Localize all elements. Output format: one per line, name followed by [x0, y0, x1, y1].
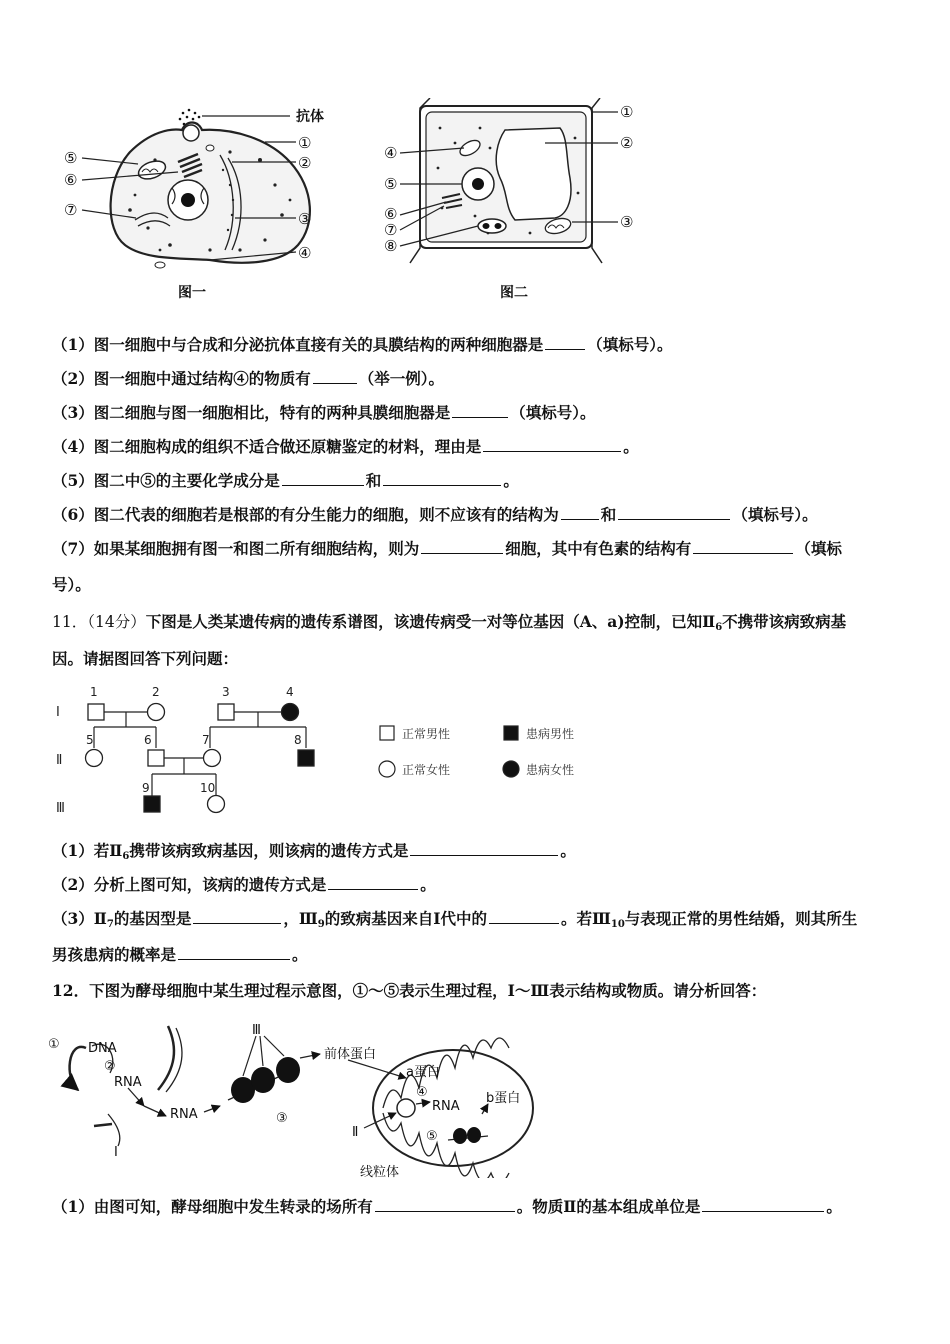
answer-blank[interactable] [178, 945, 290, 960]
q10-item-2: （2）图一细胞中通过结构④的物质有 （举一例）。 [52, 369, 445, 388]
q12-label-3: ③ [276, 1111, 288, 1126]
individual-number: 3 [222, 685, 230, 699]
legend-normal-female: 正常女性 [402, 763, 451, 777]
pedigree-chart [50, 682, 610, 822]
answer-blank[interactable] [193, 909, 281, 924]
individual-number: 6 [144, 733, 152, 747]
individual-number: 10 [200, 781, 216, 795]
answer-blank[interactable] [693, 539, 793, 554]
figure1-label-4: ④ [298, 244, 312, 262]
figure1-caption: 图一 [178, 285, 206, 301]
figure2-label-8: ⑧ [384, 237, 398, 255]
figure2-label-5: ⑤ [384, 175, 398, 193]
individual-number: 9 [142, 781, 150, 795]
answer-blank[interactable] [561, 505, 599, 520]
cell-membrane [111, 123, 310, 263]
legend-normal-male: 正常男性 [402, 727, 451, 741]
q12-label-4: ④ [416, 1085, 428, 1100]
q12-label-1: ① [48, 1037, 60, 1052]
figure1-label-1: ① [298, 134, 312, 152]
figure2-label-2: ② [620, 134, 634, 152]
answer-blank[interactable] [452, 403, 508, 418]
figure1-label-5: ⑤ [64, 149, 78, 167]
legend-affected-male-symbol [504, 726, 518, 740]
individual-III10-normal-female [208, 796, 225, 813]
q12-label-precursor: 前体蛋白 [324, 1047, 377, 1062]
figure2-caption: 图二 [500, 285, 528, 301]
answer-blank[interactable] [410, 841, 558, 856]
answer-blank[interactable] [489, 909, 559, 924]
figure2-label-1: ① [620, 103, 634, 121]
individual-I1-normal-male [88, 704, 104, 720]
individual-II6-normal-male [148, 750, 164, 766]
individual-I3-normal-male [218, 704, 234, 720]
legend-affected-female: 患病女性 [526, 763, 575, 777]
q12-label-mitochondrion: 线粒体 [360, 1165, 400, 1178]
q12-label-rna2: RNA [170, 1107, 198, 1122]
individual-number: 1 [90, 685, 98, 699]
figure2-label-7: ⑦ [384, 221, 398, 239]
q12-item-1: （1）由图可知，酵母细胞中发生转录的场所有 。物质Ⅱ的基本组成单位是 。 [52, 1197, 842, 1216]
q12-label-protein-a: a蛋白 [406, 1065, 440, 1080]
q12-label-rna1: RNA [114, 1075, 142, 1090]
figure1-label-7: ⑦ [64, 201, 78, 219]
q12-label-III: Ⅲ [252, 1023, 261, 1038]
individual-I4-affected-female [282, 704, 299, 721]
generation-II: Ⅱ [56, 753, 63, 768]
q10-item-5: （5）图二中⑤的主要化学成分是 和 。 [52, 471, 519, 490]
q10-item-3: （3）图二细胞与图一细胞相比，特有的两种具膜细胞器是 （填标号）。 [52, 403, 596, 422]
legend-affected-female-symbol [503, 761, 519, 777]
individual-number: 8 [294, 733, 302, 747]
figure2-label-6: ⑥ [384, 205, 398, 223]
q12-label-II: Ⅱ [352, 1125, 359, 1140]
q12-label-dna: DNA [88, 1041, 117, 1056]
figure2-plant-cell [380, 98, 650, 298]
q12-label-rna3: RNA [432, 1099, 460, 1114]
q11-item-2: （2）分析上图可知，该病的遗传方式是 。 [52, 875, 436, 894]
answer-blank[interactable] [375, 1197, 515, 1212]
figure1-label-2: ② [298, 154, 312, 172]
q12-label-2: ② [104, 1059, 116, 1074]
individual-I2-normal-female [148, 704, 165, 721]
individual-number: 2 [152, 685, 160, 699]
answer-blank[interactable] [313, 369, 357, 384]
q11-item-3: $(3)Ⅱ_7$的基因型是 ，$Ⅲ_9$的致病基因来自Ⅰ代中的 。若$Ⅲ_{10}$与表现正常的男性结婚，则其所生 [52, 909, 858, 930]
figure1-label-6: ⑥ [64, 171, 78, 189]
answer-blank[interactable] [618, 505, 730, 520]
individual-II5-normal-female [86, 750, 103, 767]
figure1-label-3: ③ [298, 210, 312, 228]
answer-blank[interactable] [282, 471, 364, 486]
q11-item-3-line2: 男孩患病的概率是 。 [52, 945, 308, 964]
q11-item-1: （1）若$Ⅱ_6$携带该病致病基因，则该病的遗传方式是 。 [52, 841, 576, 862]
legend-normal-male-symbol [380, 726, 394, 740]
individual-III9-affected-male [144, 796, 160, 812]
q10-item-4: （4）图二细胞构成的组织不适合做还原糖鉴定的材料，理由是 。 [52, 437, 639, 456]
q11-number: 11． [52, 613, 88, 631]
individual-II7-normal-female [204, 750, 221, 767]
answer-blank[interactable] [421, 539, 503, 554]
figure1-antibody-label: 抗体 [296, 109, 324, 125]
generation-III: Ⅲ [56, 801, 65, 816]
individual-II8-affected-male [298, 750, 314, 766]
figure2-label-3: ③ [620, 213, 634, 231]
answer-blank[interactable] [383, 471, 501, 486]
legend-affected-male: 患病男性 [526, 727, 575, 741]
q12-label-protein-b: b蛋白 [486, 1091, 521, 1106]
q10-item-7-line2: 号）。 [52, 575, 91, 594]
q12-label-5: ⑤ [426, 1129, 438, 1144]
answer-blank[interactable] [702, 1197, 824, 1212]
q11-stem-line2: 因。请据图回答下列问题： [52, 649, 239, 668]
individual-number: 4 [286, 685, 294, 699]
individual-number: 5 [86, 733, 94, 747]
q11-score: （14分） [87, 613, 146, 631]
figure2-label-4: ④ [384, 144, 398, 162]
q11-stem-line1: 11．（14分）下图是人类某遗传病的遗传系谱图，该遗传病受一对等位基因（A、a)控制，已知$Ⅱ_6$不携带该病致病基 [52, 612, 847, 633]
generation-I: Ⅰ [56, 705, 60, 720]
q12-yeast-diagram [48, 1018, 568, 1178]
q12-label-I: Ⅰ [114, 1145, 118, 1160]
answer-blank[interactable] [483, 437, 621, 452]
q10-item-7: （7）如果某细胞拥有图一和图二所有细胞结构，则为 细胞，其中有色素的结构有 （填标 [52, 539, 842, 558]
figure1-animal-cell [60, 100, 350, 300]
legend-normal-female-symbol [379, 761, 395, 777]
individual-number: 7 [202, 733, 210, 747]
answer-blank[interactable] [328, 875, 418, 890]
answer-blank[interactable] [545, 335, 585, 350]
q12-stem: 12．下图为酵母细胞中某生理过程示意图，①～⑤表示生理过程，Ⅰ～Ⅲ表示结构或物质。请分析回答： [52, 981, 767, 1000]
q10-item-1: （1）图一细胞中与合成和分泌抗体直接有关的具膜结构的两种细胞器是 （填标号）。 [52, 335, 673, 354]
q10-item-6: （6）图二代表的细胞若是根部的有分生能力的细胞，则不应该有的结构为 和 （填标号）。 [52, 505, 818, 524]
